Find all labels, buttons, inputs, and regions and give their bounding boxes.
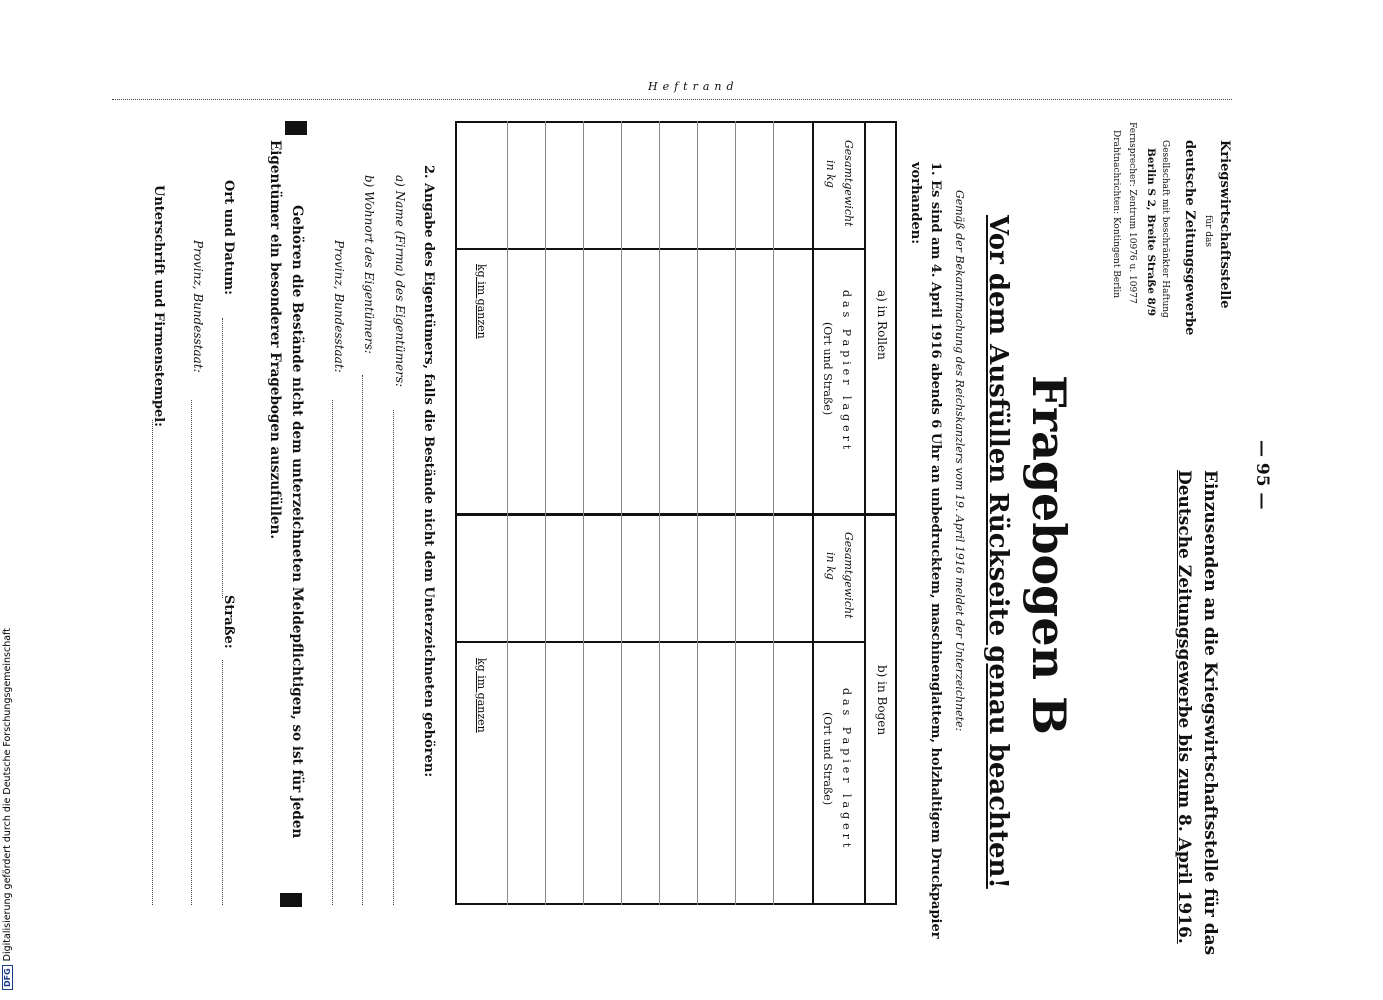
table-group-a-header: a) in Rollen xyxy=(875,290,889,360)
item-1-line-2: vorhanden: xyxy=(908,162,923,245)
notice-line-1: Gehören die Bestände nicht dem unterzeichneten Meldepflichtigen, so ist für jeden xyxy=(289,205,305,839)
col-weight-a-line-2: in kg xyxy=(824,160,837,188)
table-group-b-header: b) in Bogen xyxy=(875,665,889,736)
col-weight-b-line-2: in kg xyxy=(824,552,837,580)
table-row-lines xyxy=(455,121,812,905)
sender-line-1: Kriegswirtschaftsstelle xyxy=(1217,140,1232,309)
owner-city-field[interactable] xyxy=(362,375,364,905)
deadline-line-2: Deutsche Zeitungsgewerbe bis zum 8. April 1916. xyxy=(1174,470,1194,944)
footer-provinz-field[interactable] xyxy=(191,400,193,905)
col-weight-a-line-1: Gesamtgewicht xyxy=(842,140,855,227)
sender-line-7: Drahtnachrichten: Kontingent Berlin xyxy=(1111,130,1121,299)
col-location-a-line-2: (Ort und Straße) xyxy=(821,322,834,416)
intro-text: Gemäß der Bekanntmachung des Reichskanzlers vom 19. April 1916 meldet der Unterzeichnete: xyxy=(953,190,966,732)
running-head: Heftrand xyxy=(648,80,739,93)
owner-provinz-label: Provinz, Bundesstaat: xyxy=(332,240,346,373)
digitization-note-text: Digitalisierung gefördert durch die Deutsche Forschungsgemeinschaft xyxy=(2,628,13,962)
sender-line-5: Berlin S 2, Breite Straße 8/9 xyxy=(1145,148,1157,316)
col-location-b-line-1: das Papier lagert xyxy=(840,688,853,852)
digitization-note xyxy=(2,628,13,990)
unterschrift-field[interactable] xyxy=(152,420,154,905)
sender-line-2: für das xyxy=(1203,215,1213,248)
col-weight-b-line-1: Gesamtgewicht xyxy=(842,532,855,619)
subtitle: Vor dem Ausfüllen Rückseite genau beachten! xyxy=(983,215,1013,889)
col-location-a-line-1: das Papier lagert xyxy=(840,290,853,454)
owner-name-field[interactable] xyxy=(393,410,395,905)
col-location-b-line-2: (Ort und Straße) xyxy=(821,712,834,806)
ort-datum-field[interactable] xyxy=(222,318,224,598)
unterschrift-label: Unterschrift und Firmenstempel: xyxy=(151,185,166,427)
total-label-b: kg im ganzen xyxy=(475,658,488,733)
strasse-label: Straße: xyxy=(221,595,236,649)
page-number: — 95 — xyxy=(1252,440,1272,510)
item-2-heading: 2. Angabe des Eigentümers, falls die Bestände nicht dem Unterzeichneten gehören: xyxy=(421,165,436,778)
deadline-line-1: Einzusenden an die Kriegswirtschaftsstelle für das xyxy=(1200,470,1220,956)
sender-line-4: Gesellschaft mit beschränkter Haftung xyxy=(1160,140,1170,318)
strasse-field[interactable] xyxy=(222,660,224,905)
owner-name-label: a) Name (Firma) des Eigentümers: xyxy=(393,175,407,388)
dfg-logo: DFG xyxy=(2,965,13,990)
notice-bar-top xyxy=(285,121,307,135)
item-1-line-1: 1. Es sind am 4. April 1916 abends 6 Uhr an unbedrucktem, maschinenglattem, holzhaltigem Druckpapier xyxy=(928,162,943,939)
page-title: Fragebogen B xyxy=(1022,375,1076,735)
owner-provinz-field[interactable] xyxy=(332,400,334,905)
margin-rule xyxy=(112,99,1232,100)
owner-city-label: b) Wohnort des Eigentümers: xyxy=(362,175,376,354)
ort-datum-label: Ort und Datum: xyxy=(221,180,236,295)
notice-line-2: Eigentümer ein besonderer Fragebogen auszufüllen. xyxy=(267,140,283,540)
sender-line-6: Fernsprecher: Zentrum 10976 u. 10977 xyxy=(1127,122,1137,304)
total-label-a: kg im ganzen xyxy=(475,264,488,339)
sender-line-3: deutsche Zeitungsgewerbe xyxy=(1182,140,1197,336)
notice-bar-bottom xyxy=(280,893,302,907)
footer-provinz-label: Provinz, Bundesstaat: xyxy=(191,240,205,373)
